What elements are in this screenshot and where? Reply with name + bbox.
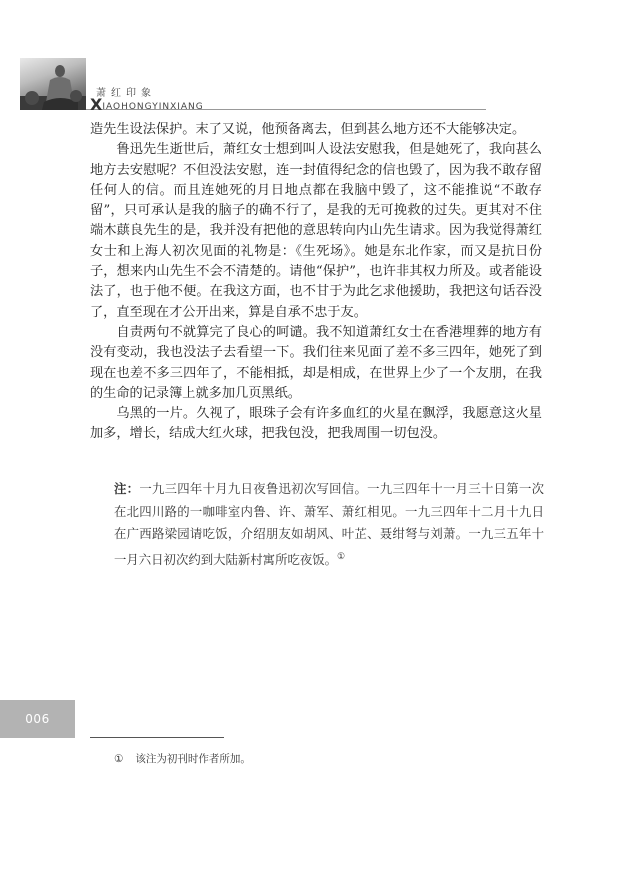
footnote-text: 该注为初刊时作者所加。 (135, 753, 251, 765)
footnote-mark: ① (114, 753, 124, 765)
note (114, 478, 544, 571)
paragraph: 自责两句不就算完了良心的呵谴。我不知道萧红女士在香港埋葬的地方有没有变动，我也没法子去看望一下。我们往来见面了差不多三四年，她死了到现在也差不多三四年了，不能相抵，却是相成，在世界上少了一个友朋，在我的生命的记录簿上就多加几页黑纸。 (90, 324, 542, 401)
series-title-cn: 萧红印象 (96, 88, 156, 99)
header-photo (20, 58, 86, 110)
footnote (114, 751, 251, 766)
portrait-figure-icon (20, 58, 86, 110)
series-title-en (90, 95, 204, 114)
footnote-ref: ① (337, 551, 346, 562)
body-text (90, 120, 542, 445)
note-label: 注： (114, 481, 140, 496)
footnote-rule (90, 737, 224, 738)
paragraph: 造先生设法保护。末了又说，他预备离去，但到甚么地方还不大能够决定。 (90, 122, 526, 137)
series-title-en-initial: X (90, 95, 103, 114)
paragraph: 鲁迅先生逝世后，萧红女士想到叫人设法安慰我，但是她死了，我向甚么地方去安慰呢？不但没法安慰，连一封值得纪念的信也毁了，因为我不敢存留任何人的信。而且连她死的月日地点都在我脑中毁了，这不能推说“不敢存留”，只可承认是我的脑子的确不行了，是我的无可挽救的过失。更其对不住端木蕻良先生的是，我并没有把他的意思转向内山先生请求。因为我觉得萧红女士和上海人初次见面的礼物是：《生死场》。她是东北作家，而又是抗日份子，想来内山先生不会不清楚的。请他“保护”，也许非其权力所及。或者能设法了，也于他不便。在我这方面，也不甘于为此乞求他援助，我把这句话吞没了，直至现在才公开出来，算是自承不忠于友。 (90, 142, 542, 320)
series-title-en-rest: IAOHONGYINXIANG (102, 102, 204, 112)
paragraph: 乌黑的一片。久视了，眼珠子会有许多血红的火星在飘浮，我愿意这火星加多，增长，结成大红火球，把我包没，把我周围一切包没。 (90, 406, 542, 442)
page-number: 006 (0, 700, 75, 738)
note-text: 一九三四年十月九日夜鲁迅初次写回信。一九三四年十一月三十日第一次在北四川路的一咖啡室内鲁、许、萧军、萧红相见。一九三四年十二月十九日在广西路梁园请吃饭，介绍朋友如胡风、叶芷、聂绀弩与刘萧。一九三五年十一月六日初次约到大陆新村寓所吃夜饭。 (114, 481, 545, 567)
